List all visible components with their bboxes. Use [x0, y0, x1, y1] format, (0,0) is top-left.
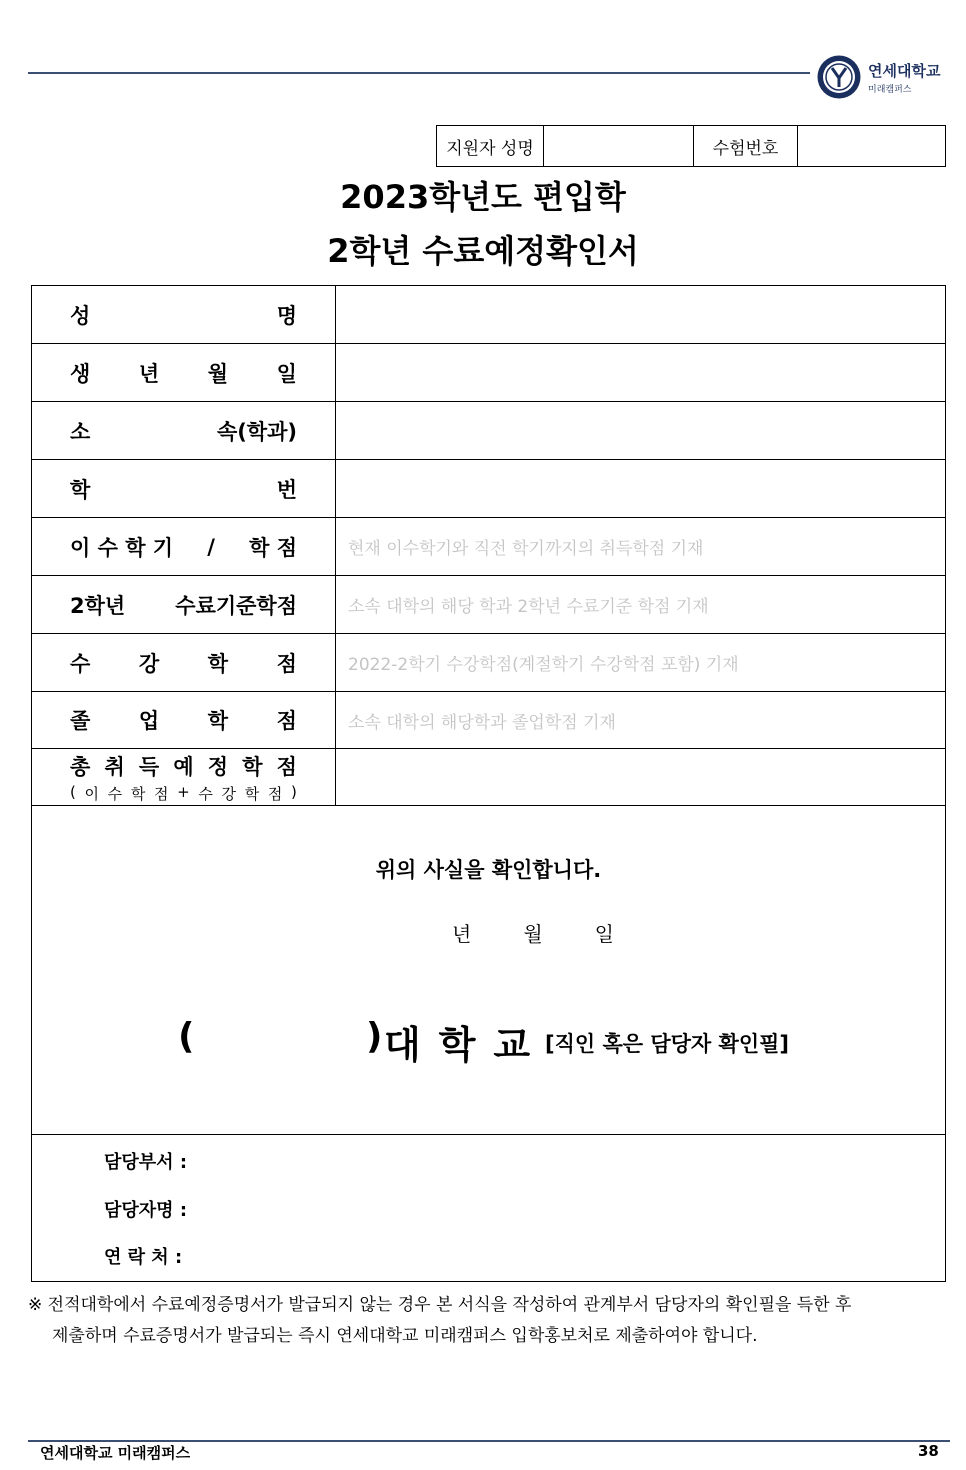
label-part: 2학년 [70, 593, 126, 618]
label-part: 수 [70, 651, 91, 676]
label-part: 학 [244, 784, 260, 803]
footnote-line-1: ※ 전적대학에서 수료예정증명서가 발급되지 않는 경우 본 서식을 작성하여 관계부서 담당자의 확인필을 득한 후 [28, 1295, 852, 1315]
label-part: 소 [70, 419, 91, 444]
label-part: 월 [207, 361, 229, 386]
row-semesters-credits [32, 518, 945, 576]
row-completion-standard [32, 576, 945, 634]
row-label [32, 286, 336, 343]
label-part: 점 [267, 784, 283, 803]
date-line [452, 918, 614, 947]
label-part: 수료기준학점 [175, 593, 297, 618]
row-label [32, 634, 336, 691]
label-part: 점 [276, 754, 297, 779]
label-part: 학 [70, 477, 91, 502]
date-year: 년 [452, 922, 472, 946]
contact-phone: 연 락 처 : [104, 1247, 183, 1268]
label-part: 성 [70, 303, 91, 328]
date-month: 월 [523, 922, 543, 946]
student-id-field[interactable] [336, 460, 945, 517]
footnote [28, 1290, 948, 1352]
label-part: + [177, 782, 190, 801]
applicant-name-label: 지원자 성명 [437, 126, 544, 166]
name-field[interactable] [336, 286, 945, 343]
row-label [32, 518, 336, 575]
row-graduation-credits [32, 692, 945, 749]
label-part: 학 [207, 651, 229, 676]
contact-department: 담당부서 : [104, 1152, 188, 1173]
header-rule [28, 72, 810, 74]
label-part: 강 [138, 651, 160, 676]
certificate-form [31, 285, 946, 1282]
row-birthdate [32, 344, 945, 402]
completion-standard-field[interactable]: 소속 대학의 해당 학과 2학년 수료기준 학점 기재 [348, 597, 709, 617]
row-label [32, 402, 336, 459]
label-part: 학 [242, 754, 263, 779]
label-part: 총 [70, 754, 91, 779]
enrolled-credits-field[interactable]: 2022-2학기 수강학점(계절학기 수강학점 포함) 기재 [348, 655, 739, 675]
row-student-id [32, 460, 945, 518]
label-part: 수 [107, 784, 123, 803]
label-part: / [207, 534, 215, 559]
document-title-year: 2023학년도 편입학 [340, 178, 626, 216]
label-part: 졸 [70, 709, 91, 733]
logo-name: 연세대학교 [868, 62, 941, 80]
row-label [32, 749, 336, 805]
label-part: 이 [84, 784, 100, 803]
label-part: 학 점 [249, 535, 297, 560]
label-part: 번 [276, 477, 297, 502]
row-label [32, 692, 336, 748]
document-title: 2학년 수료예정확인서 [327, 232, 639, 270]
label-part: 명 [276, 303, 297, 328]
total-label-main [70, 751, 297, 781]
birthdate-field[interactable] [336, 344, 945, 401]
label-part: 수 [198, 784, 213, 803]
label-part: 업 [138, 709, 160, 733]
date-day: 일 [594, 922, 614, 946]
label-part: 점 [276, 651, 297, 676]
label-part: 년 [138, 361, 160, 386]
row-enrolled-credits [32, 634, 945, 692]
row-label [32, 460, 336, 517]
row-label [32, 576, 336, 633]
university-signature-line [32, 1014, 945, 1067]
row-department [32, 402, 945, 460]
label-part: 점 [276, 709, 297, 733]
total-credits-field[interactable] [336, 749, 945, 805]
label-part: ( [70, 782, 76, 801]
graduation-credits-field[interactable]: 소속 대학의 해당학과 졸업학점 기재 [348, 712, 616, 733]
label-part: 이 수 학 기 [70, 535, 174, 560]
confirmation-area [32, 806, 945, 1135]
confirmation-statement: 위의 사실을 확인합니다. [375, 858, 602, 882]
label-part: ) [291, 782, 297, 801]
label-part: 점 [153, 784, 169, 803]
row-total-credits [32, 749, 945, 806]
label-part: 학 [207, 709, 229, 733]
university-paren-open: ( [178, 1016, 195, 1057]
department-field[interactable] [336, 402, 945, 459]
label-part: 학 [130, 784, 146, 803]
page-number: 38 [918, 1442, 939, 1460]
contact-person: 담당자명 : [104, 1200, 188, 1221]
label-part: 정 [207, 754, 229, 779]
label-part: 득 [138, 754, 160, 779]
exam-number-label: 수험번호 [694, 126, 798, 166]
exam-number-field[interactable] [798, 126, 945, 166]
seal-note: [직인 혹은 담당자 확인필] [545, 1032, 789, 1056]
label-part: 일 [276, 361, 297, 386]
row-label [32, 344, 336, 401]
label-part: 취 [104, 754, 125, 779]
row-name [32, 286, 945, 344]
label-part: 생 [70, 361, 91, 386]
applicant-info-box [436, 125, 946, 167]
label-part: 강 [221, 784, 237, 803]
footer-university: 연세대학교 미래캠퍼스 [40, 1444, 191, 1462]
university-logo [816, 52, 966, 102]
semesters-credits-field[interactable]: 현재 이수학기와 직전 학기까지의 취득학점 기재 [348, 539, 704, 559]
footnote-line-2: 제출하며 수료증명서가 발급되는 즉시 연세대학교 미래캠퍼스 입학홍보처로 제출하여야 합니다. [52, 1326, 758, 1346]
university-paren-close: ) [366, 1016, 383, 1057]
university-seal-icon [816, 54, 862, 100]
applicant-name-field[interactable] [544, 126, 694, 166]
university-label: 대학교 [384, 1023, 549, 1067]
logo-sub: 미래캠퍼스 [868, 85, 912, 95]
label-part: 속(학과) [216, 419, 297, 444]
total-label-sub [70, 783, 297, 804]
label-part: 예 [173, 754, 194, 779]
